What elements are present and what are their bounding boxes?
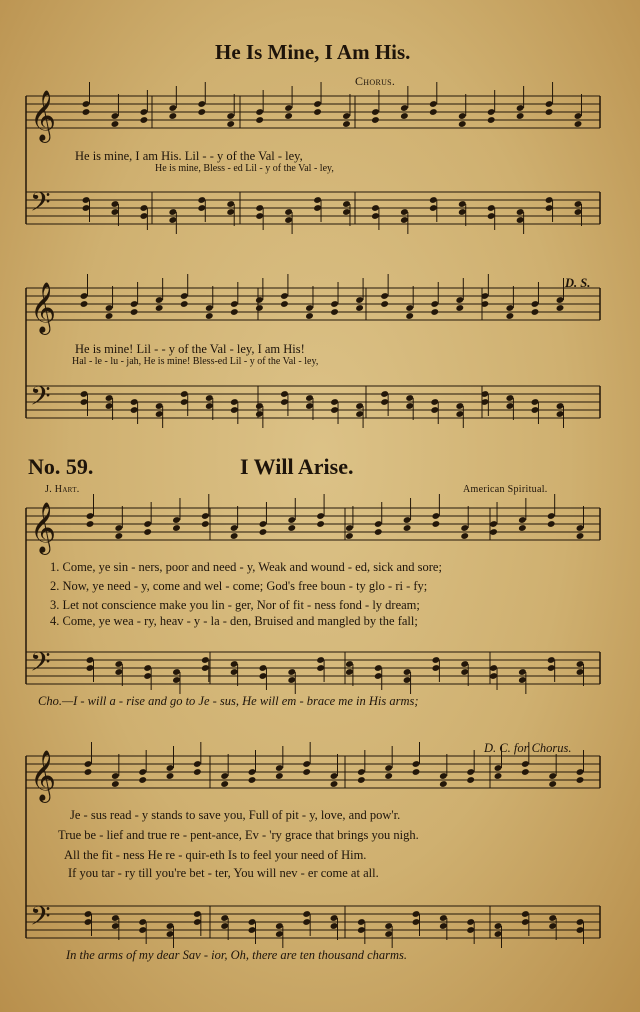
note-head [172, 524, 181, 532]
chorus-line: Cho.—I - will a - rise and go to Je - sus, He will em - brace me in His arms; [38, 694, 419, 708]
note-head [521, 768, 530, 776]
note-head [371, 116, 380, 124]
note-head [556, 304, 565, 312]
verse-line: 2. Now, ye need - y, come and wel - come; God's free boun - ty glo - ri - fy; [50, 579, 428, 593]
verse-line: If you tar - ry till you're bet - ter, You will nev - er come at all. [68, 866, 379, 880]
note-head [180, 300, 189, 308]
note-head [166, 772, 175, 780]
note-head [516, 112, 525, 120]
note-head [255, 116, 264, 124]
note-head [220, 780, 229, 788]
note-head [574, 120, 583, 128]
note-head [429, 108, 438, 116]
note-head [345, 532, 354, 540]
note-head [576, 776, 585, 784]
note-head [280, 300, 289, 308]
treble-clef-icon: 𝄞 [30, 750, 57, 801]
dc-label: D. C. for Chorus. [484, 741, 572, 755]
note-head [305, 312, 314, 320]
note-head [140, 116, 149, 124]
note-head [130, 308, 139, 316]
note-head [455, 304, 464, 312]
note-head [105, 312, 114, 320]
bass-clef-icon: 𝄢 [30, 900, 51, 938]
note-head [143, 528, 152, 536]
treble-clef-icon: 𝄞 [30, 502, 57, 553]
note-head [84, 768, 93, 776]
note-head [259, 528, 268, 536]
note-head [138, 776, 147, 784]
note-head [405, 312, 414, 320]
note-head [357, 776, 366, 784]
note-head [545, 108, 554, 116]
note-head [374, 528, 383, 536]
verse-line: 1. Come, ye sin - ners, poor and need - y, Weak and wound - ed, sick and sore; [50, 560, 442, 574]
bass-clef-icon: 𝄢 [30, 186, 51, 224]
verse-line: True be - lief and true re - pent-ance, Ev - 'ry grace that brings you nigh. [58, 828, 419, 842]
note-head [400, 112, 409, 120]
note-head [111, 120, 120, 128]
hymn-title: He Is Mine, I Am His. [215, 40, 411, 64]
bass-clef-icon: 𝄢 [30, 380, 51, 418]
note-head [494, 772, 503, 780]
note-head [487, 116, 496, 124]
lyric-line: He is mine, I am His. Lil - - y of the Val - ley, [75, 149, 303, 163]
treble-clef-icon: 𝄞 [30, 282, 57, 333]
note-head [111, 780, 120, 788]
verse-line: Je - sus read - y stands to save you, Full of pit - y, love, and pow'r. [70, 808, 401, 822]
note-head [168, 112, 177, 120]
ds-label: D. S. [565, 276, 591, 290]
note-head [316, 520, 325, 528]
note-head [548, 780, 557, 788]
note-head [255, 304, 264, 312]
lyric-line: He is mine! Lil - - y of the Val - ley, I am His! [75, 342, 305, 356]
note-head [155, 304, 164, 312]
verse-line: 3. Let not conscience make you lin - ger, Nor of fit - ness fond - ly dream; [50, 598, 420, 612]
verse-line: All the fit - ness He re - quir-eth Is to feel your need of Him. [64, 848, 367, 862]
note-head [302, 768, 311, 776]
bass-clef-icon: 𝄢 [30, 646, 51, 684]
treble-clef-icon: 𝄞 [30, 90, 57, 141]
hymn-number: No. 59. [28, 454, 94, 479]
hymn-title: I Will Arise. [240, 454, 354, 479]
note-head [355, 304, 364, 312]
note-head [205, 312, 214, 320]
note-head [114, 532, 123, 540]
note-head [82, 108, 91, 116]
note-head [380, 300, 389, 308]
note-head [287, 524, 296, 532]
note-head [284, 112, 293, 120]
bass-lyric-line: Hal - le - lu - jah, He is mine! Bless-ed Lil - y of the Val - ley, [72, 356, 319, 367]
note-head [342, 120, 351, 128]
note-head [458, 120, 467, 128]
bass-lyric-line: He is mine, Bless - ed Lil - y of the Val - ley, [155, 163, 334, 174]
note-head [313, 108, 322, 116]
note-head [80, 300, 89, 308]
note-head [531, 308, 540, 316]
note-head [384, 772, 393, 780]
note-head [86, 520, 95, 528]
music-source: American Spiritual. [463, 484, 548, 495]
note-head [226, 120, 235, 128]
note-head [193, 768, 202, 776]
chorus-line: In the arms of my dear Sav - ior, Oh, there are ten thousand charms. [66, 948, 408, 962]
note-head [197, 108, 206, 116]
note-head [430, 308, 439, 316]
note-head [275, 772, 284, 780]
note-head [412, 768, 421, 776]
note-head [547, 520, 556, 528]
note-head [330, 780, 339, 788]
note-head [201, 520, 210, 528]
verse-line: 4. Come, ye wea - ry, heav - y - la - den, Bruised and mangled by the fall; [50, 614, 418, 628]
note-head [518, 524, 527, 532]
note-head [248, 776, 257, 784]
author: J. Hart. [45, 484, 80, 495]
note-head [439, 780, 448, 788]
note-head [230, 308, 239, 316]
note-head [506, 312, 515, 320]
note-head [432, 520, 441, 528]
note-head [466, 776, 475, 784]
note-head [230, 532, 239, 540]
note-head [576, 532, 585, 540]
note-head [403, 524, 412, 532]
chorus-label: Chorus. [355, 74, 396, 88]
note-head [330, 308, 339, 316]
note-head [460, 532, 469, 540]
